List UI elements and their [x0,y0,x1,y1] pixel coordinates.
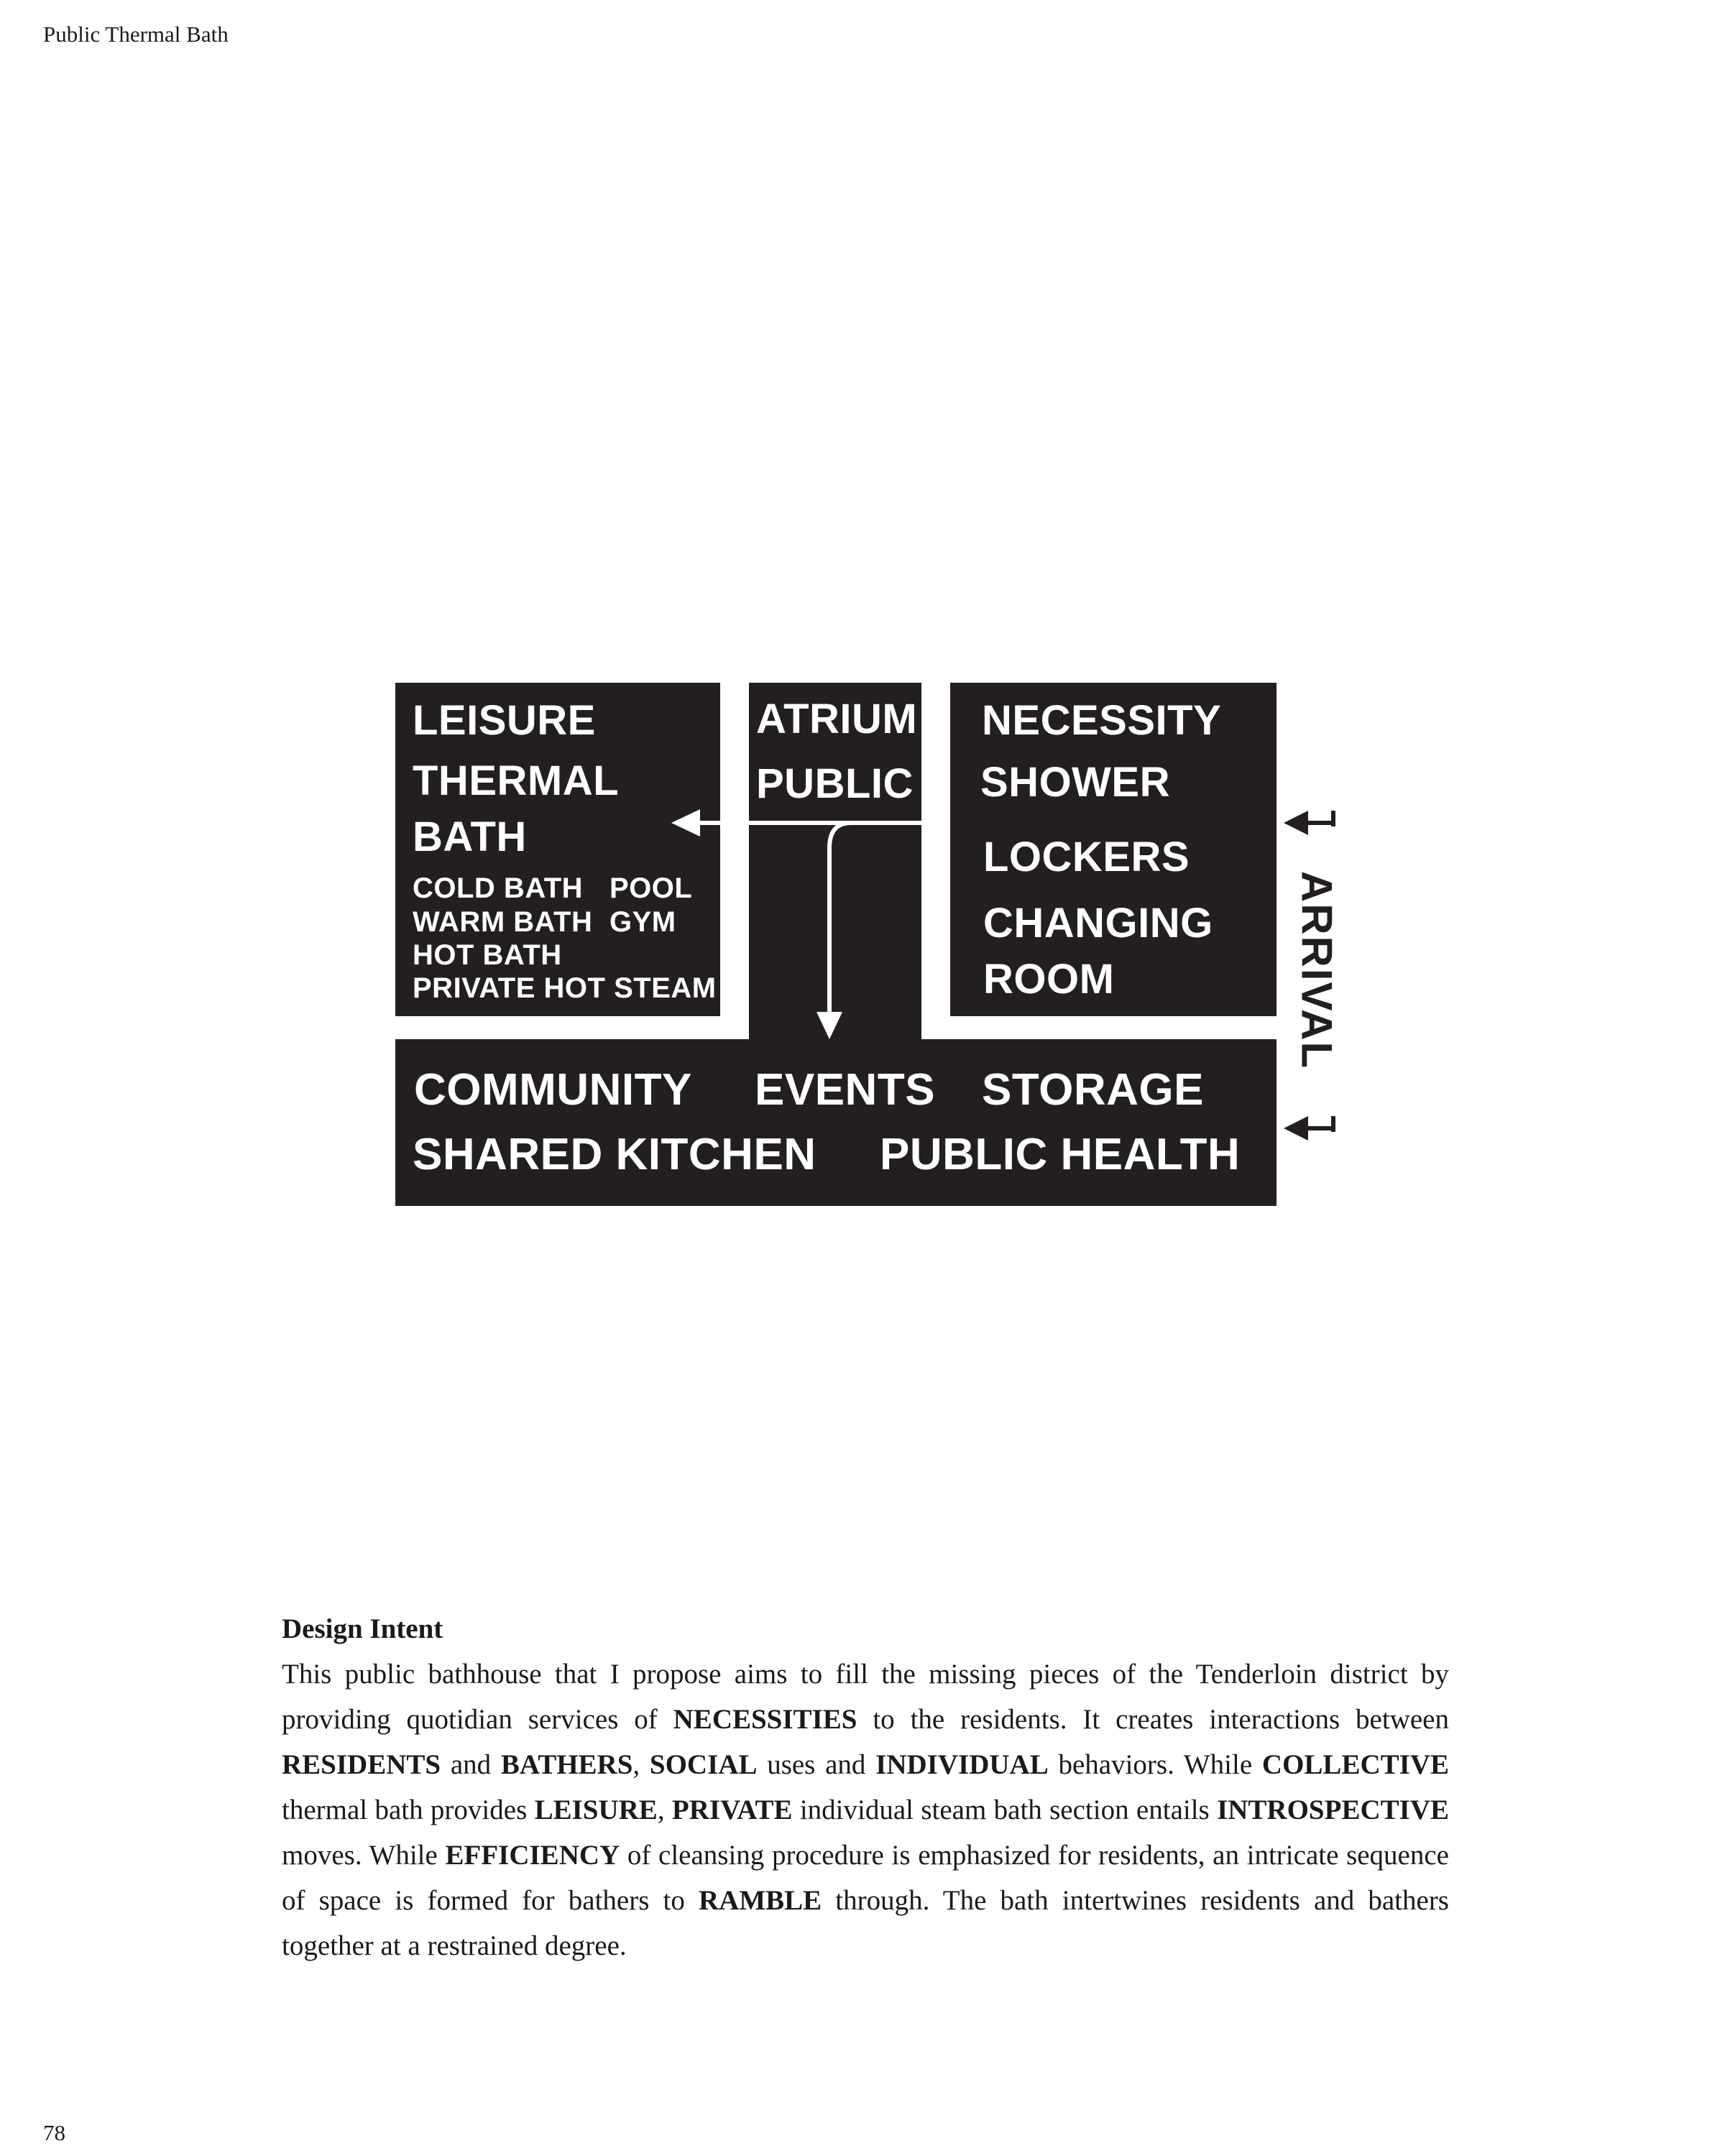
leisure-title-line: BATH [413,814,527,860]
emphasis-term: PRIVATE [671,1795,793,1825]
emphasis-term: BATHERS [500,1749,633,1780]
emphasis-term: SOCIAL [649,1749,758,1780]
atrium-label: ATRIUM [756,696,918,742]
leisure-item: COLD BATH [413,872,584,904]
community-label: SHARED KITCHEN [413,1130,816,1179]
leisure-item: PRIVATE HOT STEAM [413,972,717,1004]
necessity-label: LOCKERS [983,834,1190,880]
necessity-label: SHOWER [980,759,1170,806]
atrium-label: PUBLIC [756,760,914,807]
emphasis-term: INTROSPECTIVE [1217,1795,1449,1825]
design-intent-section [282,1606,1449,1968]
emphasis-term: EFFICIENCY [445,1840,620,1871]
design-intent-paragraph [282,1651,1449,1968]
emphasis-term: RESIDENTS [282,1749,441,1780]
arrival-arrow-bottom-icon [1284,1116,1308,1141]
paragraph-run: , [657,1795,672,1825]
community-label: COMMUNITY [414,1065,692,1115]
necessity-label: ROOM [983,956,1115,1003]
community-label: EVENTS [755,1065,936,1115]
leisure-item: POOL [610,872,693,904]
paragraph-run: through. The bath intertwines residents and bathers together at a restrained degree. [282,1885,1449,1961]
necessity-label: CHANGING [983,900,1213,946]
emphasis-term: INDIVIDUAL [875,1749,1049,1780]
arrow-head-community-icon [816,1012,842,1039]
arrival-label: ARRIVAL [1292,870,1341,1070]
community-label: STORAGE [982,1065,1204,1115]
page-number: 78 [43,2120,65,2145]
community-label: PUBLIC HEALTH [880,1130,1241,1179]
paragraph-run: This public bathhouse that I propose aims to fill the missing pieces of the Tenderloin district by providing quotidian services of [282,1659,1449,1735]
emphasis-term: NECESSITIES [673,1704,857,1735]
paragraph-run: individual steam bath section entails [792,1795,1218,1825]
running-head: Public Thermal Bath [43,22,229,47]
paragraph-run: thermal bath provides [282,1795,535,1825]
emphasis-term: COLLECTIVE [1261,1749,1449,1780]
section-heading: Design Intent [282,1613,443,1644]
arrow-to-community [829,823,851,1013]
leisure-title-line: LEISURE [413,697,596,744]
emphasis-term: LEISURE [534,1795,658,1825]
paragraph-run: moves. While [282,1840,446,1871]
leisure-title-line: THERMAL [413,757,620,804]
arrow-head-leisure-icon [671,809,700,837]
paragraph-run: uses and [757,1749,876,1780]
emphasis-term: RAMBLE [698,1885,822,1916]
paragraph-run: to the residents. It creates interactions between [857,1704,1449,1735]
arrival-arrow-top-icon [1284,811,1308,835]
paragraph-run: and [441,1749,501,1780]
paragraph-run: of cleansing procedure is emphasized for residents, an intricate sequence of space is formed for bathers to [282,1840,1449,1916]
leisure-item: HOT BATH [413,939,562,971]
necessity-label: NECESSITY [982,697,1222,744]
leisure-item: GYM [610,906,676,938]
paragraph-run: behaviors. While [1048,1749,1262,1780]
leisure-item: WARM BATH [413,906,593,938]
paragraph-run: , [632,1749,650,1780]
